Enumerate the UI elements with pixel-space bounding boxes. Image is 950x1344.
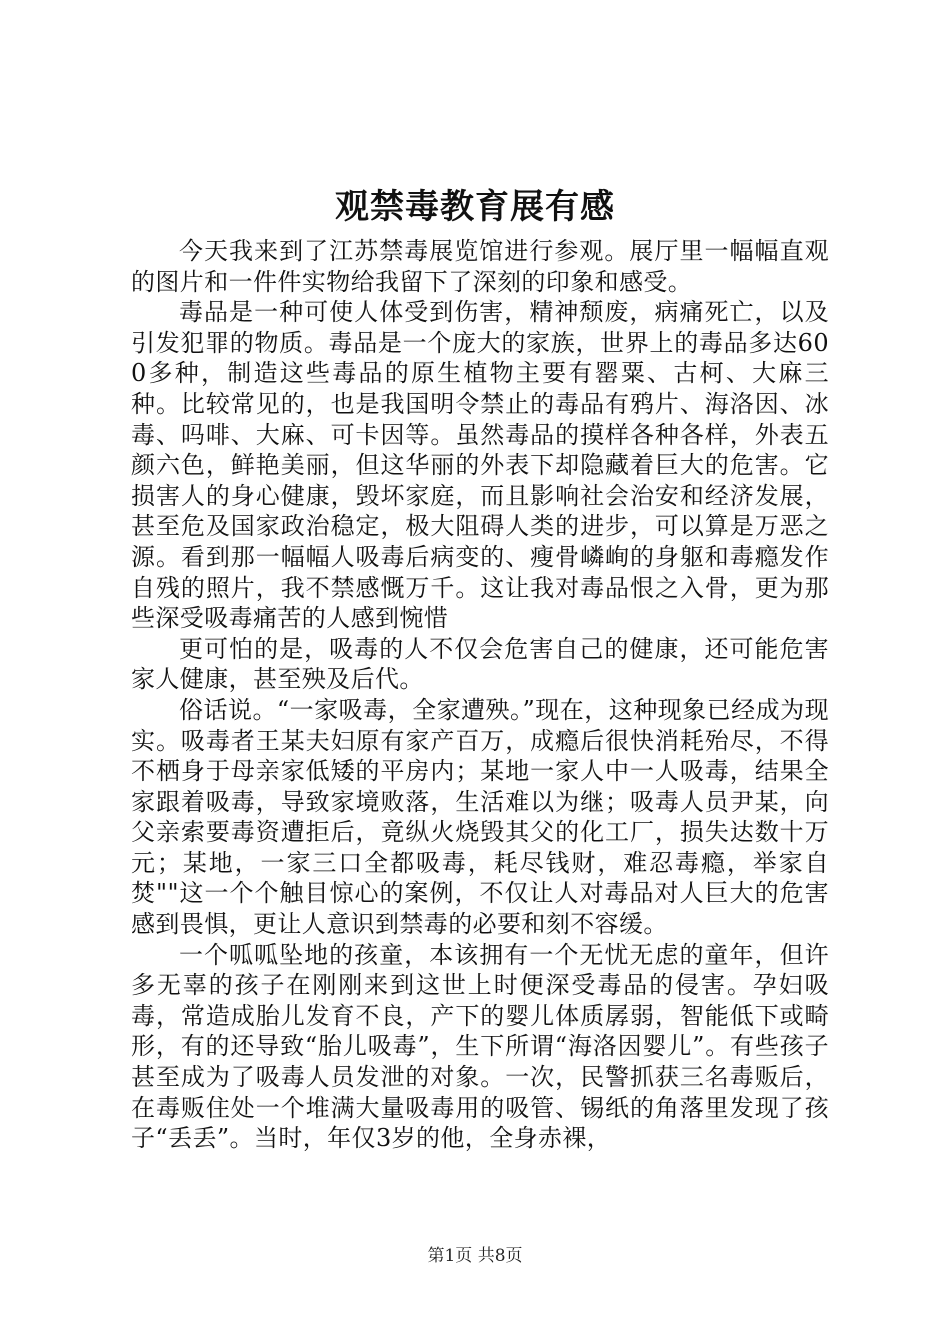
- paragraph-2: 毒品是一种可使人体受到伤害，精神颓废，病痛死亡，以及引发犯罪的物质。毒品是一个庞大的家族，世界上的毒品多达600多种，制造这些毒品的原生植物主要有罂粟、古柯、大麻三种。比较常见的，也是我国明令禁止的毒品有鸦片、海洛因、冰毒、吗啡、大麻、可卡因等。虽然毒品的摸样各种各样，外表五颜六色，鲜艳美丽，但这华丽的外表下却隐藏着巨大的危害。它损害人的身心健康，毁坏家庭，而且影响社会治安和经济发展，甚至危及国家政治稳定，极大阻碍人类的进步，可以算是万恶之源。看到那一幅幅人吸毒后病变的、瘦骨嶙峋的身躯和毒瘾发作自残的照片，我不禁感慨万千。这让我对毒品恨之入骨，更为那些深受吸毒痛苦的人感到惋惜: [131, 298, 829, 633]
- paragraph-4: 俗话说。“一家吸毒，全家遭殃。”现在，这种现象已经成为现实。吸毒者王某夫妇原有家产百万，成瘾后很快消耗殆尽，不得不栖身于母亲家低矮的平房内；某地一家人中一人吸毒，结果全家跟着吸毒，导致家境败落，生活难以为继；吸毒人员尹某，向父亲索要毒资遭拒后，竟纵火烧毁其父的化工厂，损失达数十万元；某地，一家三口全都吸毒，耗尽钱财，难忍毒瘾，举家自焚""这一个个触目惊心的案例，不仅让人对毒品对人巨大的危害感到畏惧，更让人意识到禁毒的必要和刻不容缓。: [131, 695, 829, 939]
- paragraph-1: 今天我来到了江苏禁毒展览馆进行参观。展厅里一幅幅直观的图片和一件件实物给我留下了深刻的印象和感受。: [131, 237, 829, 296]
- document-body: [131, 236, 829, 1154]
- paragraph-5: 一个呱呱坠地的孩童，本该拥有一个无忧无虑的童年，但许多无辜的孩子在刚刚来到这世上时便深受毒品的侵害。孕妇吸毒，常造成胎儿发育不良，产下的婴儿体质孱弱，智能低下或畸形，有的还导致“胎儿吸毒”，生下所谓“海洛因婴儿”。有些孩子甚至成为了吸毒人员发泄的对象。一次，民警抓获三名毒贩后，在毒贩住处一个堆满大量吸毒用的吸管、锡纸的角落里发现了孩子“丢丢”。当时，年仅3岁的他，全身赤裸，: [131, 940, 829, 1153]
- paragraph-3: 更可怕的是，吸毒的人不仅会危害自己的健康，还可能危害家人健康，甚至殃及后代。: [131, 634, 829, 694]
- document-title: 观禁毒教育展有感: [335, 187, 615, 227]
- page-footer: 第1页 共8页: [427, 1246, 523, 1266]
